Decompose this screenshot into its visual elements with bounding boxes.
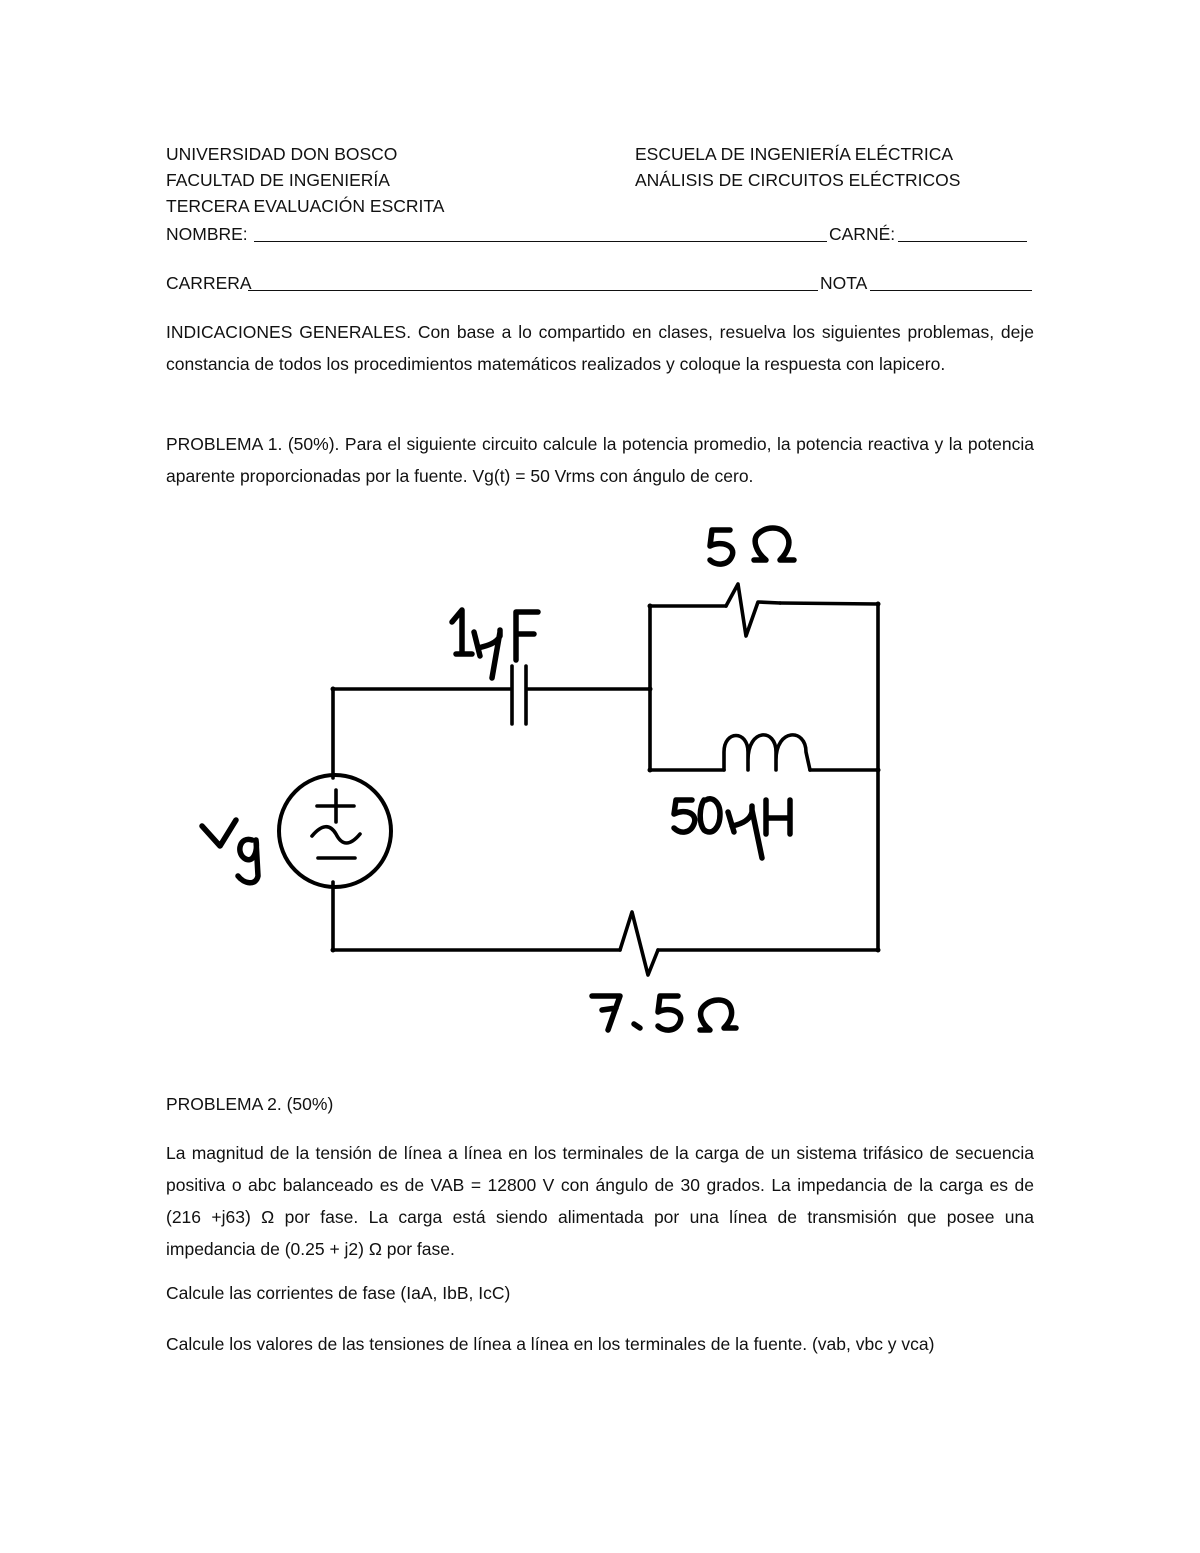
wire-left-top — [333, 606, 650, 950]
junction-dot — [331, 948, 336, 953]
junction-dot — [876, 602, 881, 607]
course-name: ANÁLISIS DE CIRCUITOS ELÉCTRICOS — [635, 170, 961, 190]
problem-2-statement: La magnitud de la tensión de línea a línea en los terminales de la carga de un sistema trifásico de secuencia positiva o abc balanceado es de VAB = 12800 V con ángulo de 30 grados. La impedancia de la carga es de (216 +j63) Ω por fase. La carga está siendo alimentada por una línea de transmisión que posee una impedancia de (0.25 + j2) Ω por fase. — [166, 1143, 1034, 1259]
university-name: UNIVERSIDAD DON BOSCO — [166, 144, 398, 164]
capacitor-symbol — [512, 666, 526, 724]
problem-1-statement: PROBLEMA 1. (50%). Para el siguiente circuito calcule la potencia promedio, la potencia reactiva y la potencia aparente proporcionadas por la fuente. Vg(t) = 50 Vrms con ángulo de cero. — [166, 434, 1034, 486]
wire-right-side — [658, 770, 878, 950]
resistor-top-label-handwritten — [710, 528, 794, 564]
wire-left-branch — [650, 689, 724, 770]
resistor-bottom-symbol — [620, 912, 658, 975]
problem-2-title: PROBLEMA 2. (50%) — [166, 1094, 334, 1114]
inductor-symbol — [724, 735, 810, 770]
problem-2-question-2: Calcule los valores de las tensiones de línea a línea en los terminales de la fuente. (vab, vbc y vca) — [166, 1334, 935, 1354]
resistor-top-symbol — [726, 584, 780, 636]
resistor-bottom-label-handwritten — [592, 996, 736, 1030]
junction-dot — [876, 768, 881, 773]
exam-title: TERCERA EVALUACIÓN ESCRITA — [166, 196, 445, 216]
junction-dot — [648, 687, 653, 692]
inductor-label-handwritten — [674, 799, 790, 858]
name-label: NOMBRE: — [166, 224, 248, 244]
grade-label: NOTA — [820, 273, 868, 293]
career-label: CARRERA — [166, 273, 252, 293]
problem-2-question-1: Calcule las corrientes de fase (IaA, IbB, IcC) — [166, 1283, 511, 1303]
junction-dot — [876, 948, 881, 953]
junction-dot — [331, 687, 336, 692]
general-instructions: INDICACIONES GENERALES. Con base a lo compartido en clases, resuelva los siguientes problemas, deje constancia de todos los procedimientos matemáticos realizados y coloque la respuesta con lapicero. — [166, 322, 1034, 374]
id-label: CARNÉ: — [829, 224, 896, 244]
junction-dot — [648, 768, 653, 773]
faculty-name: FACULTAD DE INGENIERÍA — [166, 170, 390, 190]
ac-voltage-source-icon — [279, 775, 391, 887]
junction-dot — [648, 604, 653, 609]
wire-right-top — [780, 603, 878, 770]
source-label-handwritten — [202, 820, 258, 883]
school-name: ESCUELA DE INGENIERÍA ELÉCTRICA — [635, 144, 954, 164]
